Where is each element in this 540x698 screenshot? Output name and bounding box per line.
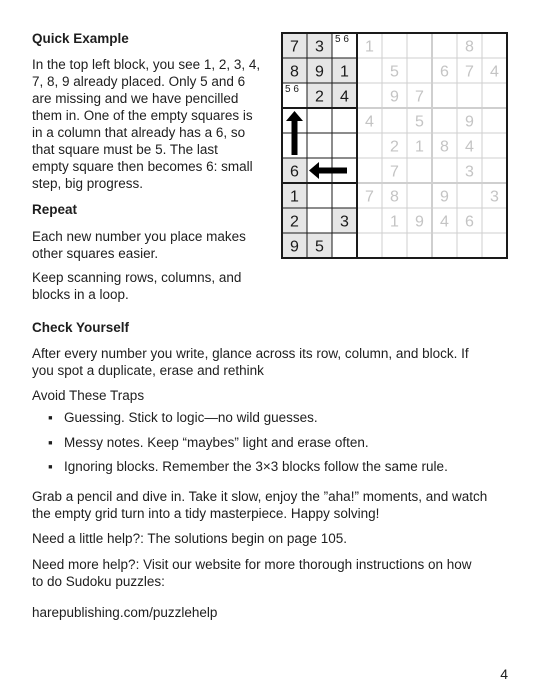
text-line: the empty grid turn into a tidy masterpiece. Happy solving! <box>32 506 380 521</box>
pencil-mark: 5 6 <box>335 34 349 45</box>
sudoku-digit: 1 <box>365 38 374 56</box>
sudoku-cell <box>432 158 457 183</box>
help-paragraph-2 <box>32 556 471 590</box>
sudoku-digit: 9 <box>415 213 424 231</box>
quick-example-heading: Quick Example <box>32 31 129 46</box>
text-line: In the top left block, you see 1, 2, 3, 4, <box>32 57 261 72</box>
quick-example-paragraph <box>32 56 260 192</box>
bullet-icon: ▪ <box>48 434 53 450</box>
bullet-icon: ▪ <box>48 459 53 474</box>
page-number: 4 <box>500 666 508 682</box>
sudoku-digit: 3 <box>490 188 499 206</box>
sudoku-digit: 5 <box>315 238 324 256</box>
sudoku-cell <box>407 158 432 183</box>
sudoku-digit: 8 <box>440 138 449 156</box>
sudoku-digit: 2 <box>390 138 399 156</box>
sudoku-cell <box>457 83 482 108</box>
sudoku-cell <box>307 183 332 208</box>
sudoku-cell <box>332 108 357 133</box>
sudoku-cell <box>357 158 382 183</box>
check-yourself-heading: Check Yourself <box>32 320 130 335</box>
sudoku-cell <box>407 183 432 208</box>
sudoku-digit: 3 <box>315 38 324 56</box>
sudoku-cell <box>432 33 457 58</box>
sudoku-cell <box>357 58 382 83</box>
sudoku-cell <box>332 183 357 208</box>
sudoku-cell <box>357 208 382 233</box>
sudoku-cell <box>432 233 457 258</box>
text-line: to do Sudoku puzzles: <box>32 574 165 589</box>
sudoku-digit: 8 <box>290 63 299 81</box>
text-line: that square must be 5. The last <box>32 142 218 157</box>
pencil-mark: 5 6 <box>285 84 299 95</box>
sudoku-digit: 1 <box>340 63 349 81</box>
sudoku-cell <box>382 33 407 58</box>
website-url: harepublishing.com/puzzlehelp <box>32 605 218 620</box>
trap-text: Ignoring blocks. Remember the 3×3 blocks follow the same rule. <box>64 459 448 474</box>
sudoku-cell <box>432 83 457 108</box>
sudoku-cell <box>357 83 382 108</box>
sudoku-digit: 9 <box>290 238 299 256</box>
text-line: are missing and we have pencilled <box>32 91 239 106</box>
sudoku-digit: 5 <box>390 63 399 81</box>
sudoku-digit: 3 <box>465 163 474 181</box>
sudoku-digit: 7 <box>390 163 399 181</box>
closing-paragraph <box>32 488 487 522</box>
text-line: 7, 8, 9 already placed. Only 5 and 6 <box>32 74 246 89</box>
sudoku-digit: 1 <box>415 138 424 156</box>
sudoku-grid <box>281 32 508 259</box>
sudoku-digit: 4 <box>365 113 374 131</box>
bullet-icon: ▪ <box>48 410 53 425</box>
text-line: After every number you write, glance across its row, column, and block. If <box>32 346 469 361</box>
text-line: Grab a pencil and dive in. Take it slow, enjoy the ”aha!” moments, and watch <box>32 489 488 504</box>
repeat-heading: Repeat <box>32 202 78 217</box>
sudoku-digit: 9 <box>315 63 324 81</box>
sudoku-digit: 4 <box>340 88 349 106</box>
sudoku-digit: 1 <box>390 213 399 231</box>
sudoku-cell <box>332 233 357 258</box>
sudoku-cell <box>407 33 432 58</box>
sudoku-digit: 2 <box>290 213 299 231</box>
sudoku-cell <box>482 83 507 108</box>
sudoku-digit: 1 <box>290 188 299 206</box>
sudoku-cell <box>382 108 407 133</box>
text-line: you spot a duplicate, erase and rethink <box>32 363 264 378</box>
sudoku-cell <box>482 133 507 158</box>
sudoku-digit: 6 <box>290 163 299 181</box>
sudoku-digit: 9 <box>465 113 474 131</box>
text-line: other squares easier. <box>32 246 159 261</box>
sudoku-digit: 7 <box>465 63 474 81</box>
list-item <box>36 434 448 459</box>
text-line: step, big progress. <box>32 176 144 191</box>
text-line: Need more help?: Visit our website for more thorough instructions on how <box>32 557 472 572</box>
sudoku-digit: 4 <box>465 138 474 156</box>
sudoku-cell <box>407 233 432 258</box>
sudoku-digit: 7 <box>290 38 299 56</box>
sudoku-cell <box>382 233 407 258</box>
sudoku-cell <box>357 133 382 158</box>
sudoku-cell <box>482 158 507 183</box>
text-line: empty square then becomes 6: small <box>32 159 253 174</box>
sudoku-digit: 8 <box>465 38 474 56</box>
sudoku-digit: 7 <box>365 188 374 206</box>
sudoku-cell <box>307 133 332 158</box>
sudoku-digit: 8 <box>390 188 399 206</box>
sudoku-digit: 9 <box>390 88 399 106</box>
repeat-paragraph-1 <box>32 228 246 262</box>
repeat-paragraph-2 <box>32 269 241 303</box>
sudoku-cell <box>457 183 482 208</box>
text-line: Keep scanning rows, columns, and <box>32 270 242 285</box>
sudoku-cell <box>457 233 482 258</box>
sudoku-digit: 9 <box>440 188 449 206</box>
text-line: in a column that already has a 6, so <box>32 125 246 140</box>
sudoku-digit: 4 <box>440 213 449 231</box>
sudoku-cell <box>407 58 432 83</box>
list-item <box>36 409 448 434</box>
trap-text: Messy notes. Keep “maybes” light and erase often. <box>64 434 369 450</box>
avoid-traps-label: Avoid These Traps <box>32 388 145 403</box>
sudoku-cell <box>332 133 357 158</box>
sudoku-cell <box>357 233 382 258</box>
check-paragraph <box>32 345 469 379</box>
sudoku-digit: 6 <box>465 213 474 231</box>
sudoku-cell <box>482 233 507 258</box>
sudoku-cell <box>482 108 507 133</box>
trap-text: Guessing. Stick to logic—no wild guesses. <box>64 410 318 425</box>
sudoku-cell <box>307 108 332 133</box>
sudoku-digit: 7 <box>415 88 424 106</box>
text-line: blocks in a loop. <box>32 287 129 302</box>
sudoku-cell <box>432 108 457 133</box>
list-item <box>36 458 448 483</box>
sudoku-cell <box>482 208 507 233</box>
sudoku-digit: 5 <box>415 113 424 131</box>
text-line: them in. One of the empty squares is <box>32 108 253 123</box>
sudoku-digit: 4 <box>490 63 499 81</box>
text-line: Each new number you place makes <box>32 229 246 244</box>
sudoku-digit: 2 <box>315 88 324 106</box>
sudoku-digit: 3 <box>340 213 349 231</box>
help-line-1: Need a little help?: The solutions begin on page 105. <box>32 531 347 546</box>
traps-list <box>36 409 448 483</box>
sudoku-digit: 6 <box>440 63 449 81</box>
sudoku-cell <box>482 33 507 58</box>
sudoku-cell <box>307 208 332 233</box>
